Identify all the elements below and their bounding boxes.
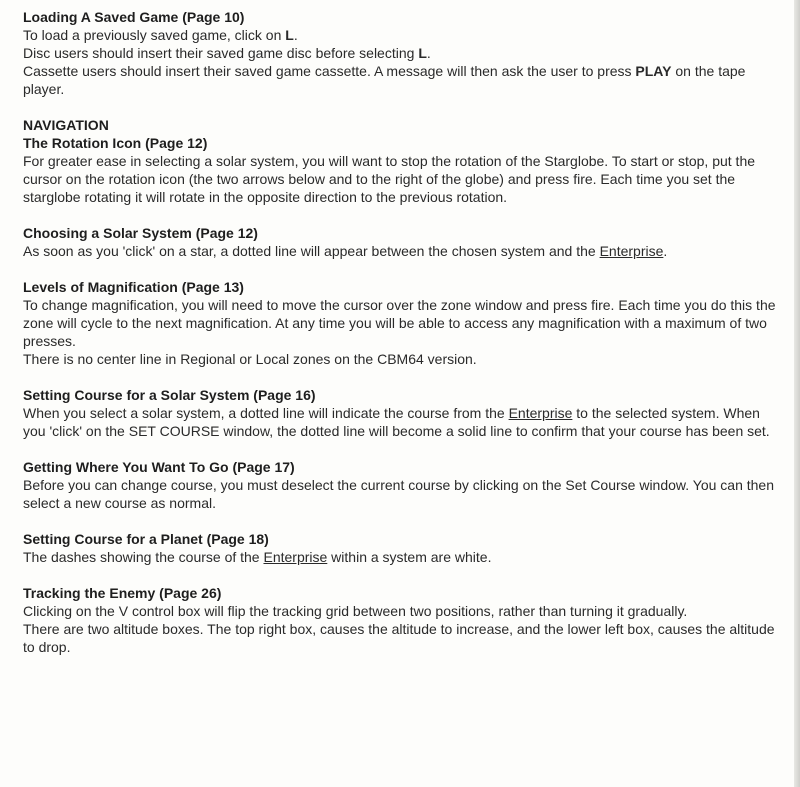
choosing-section [23,224,780,260]
navigation-title: NAVIGATION [23,117,109,133]
navigation-section [23,116,780,206]
loading-key-play: PLAY [635,63,672,79]
choosing-heading: Choosing a Solar System (Page 12) [23,225,258,241]
loading-line-2-end: . [426,45,431,61]
loading-line-2-text: Disc users should insert their saved game disc before selecting [23,45,419,61]
getting-section [23,458,780,512]
tracking-heading: Tracking the Enemy (Page 26) [23,585,222,601]
getting-text: Before you can change course, you must deselect the current course by clicking on the Set Course window. You can then select a new course as normal. [23,477,775,511]
choosing-text [23,242,780,260]
loading-heading: Loading A Saved Game (Page 10) [23,9,245,25]
setting-solar-text [23,404,780,440]
tracking-text-2: There are two altitude boxes. The top right box, causes the altitude to increase, and the lower left box, causes the altitude to drop. [23,621,775,655]
setting-planet-text-end: within a system are white. [327,549,492,565]
setting-planet-ship-name: Enterprise [263,549,328,565]
setting-solar-text-start: When you select a solar system, a dotted line will indicate the course from the [23,405,509,421]
setting-solar-section [23,386,780,440]
setting-solar-ship-name: Enterprise [508,405,573,421]
magnification-text-1: To change magnification, you will need to move the cursor over the zone window and press fire. Each time you do this the zone will cycle to the next magnification. At any time you will be able to access any magnification with a maximum of two presses. [23,297,776,349]
loading-section [23,8,780,98]
choosing-ship-name: Enterprise [599,243,664,259]
setting-planet-section [23,530,780,566]
setting-planet-text [23,548,780,566]
loading-line-1-text: To load a previously saved game, click on [23,27,286,43]
loading-line-2 [23,44,780,62]
choosing-text-start: As soon as you 'click' on a star, a dotted line will appear between the chosen system and the [23,243,600,259]
tracking-text-1: Clicking on the V control box will flip the tracking grid between two positions, rather than turning it gradually. [23,603,688,619]
loading-line-1-end: . [293,27,298,43]
rotation-heading: The Rotation Icon (Page 12) [23,135,208,151]
page-edge [794,0,800,787]
setting-solar-text-end: to the selected system. When you 'click' on the SET COURSE window, the dotted line will become a solid line to confirm that your course has been set. [23,405,770,439]
setting-planet-text-start: The dashes showing the course of the [23,549,264,565]
loading-line-3-end: on the tape player. [23,63,746,97]
magnification-heading: Levels of Magnification (Page 13) [23,279,244,295]
loading-key-l-2: L [418,45,427,61]
choosing-text-end: . [663,243,668,259]
loading-line-3-text: Cassette users should insert their saved game cassette. A message will then ask the user to press [23,63,636,79]
magnification-text-2: There is no center line in Regional or Local zones on the CBM64 version. [23,351,477,367]
loading-key-l: L [285,27,294,43]
setting-solar-heading: Setting Course for a Solar System (Page 16) [23,387,316,403]
setting-planet-heading: Setting Course for a Planet (Page 18) [23,531,269,547]
loading-line-3 [23,62,780,98]
loading-line-1 [23,26,780,44]
magnification-section [23,278,780,368]
getting-heading: Getting Where You Want To Go (Page 17) [23,459,295,475]
tracking-section [23,584,780,656]
rotation-text: For greater ease in selecting a solar system, you will want to stop the rotation of the Starglobe. To start or stop, put the cursor on the rotation icon (the two arrows below and to the right of the globe) and press fire. Each time you set the starglobe rotating it will rotate in the opposite direction to the previous rotation. [23,153,756,205]
